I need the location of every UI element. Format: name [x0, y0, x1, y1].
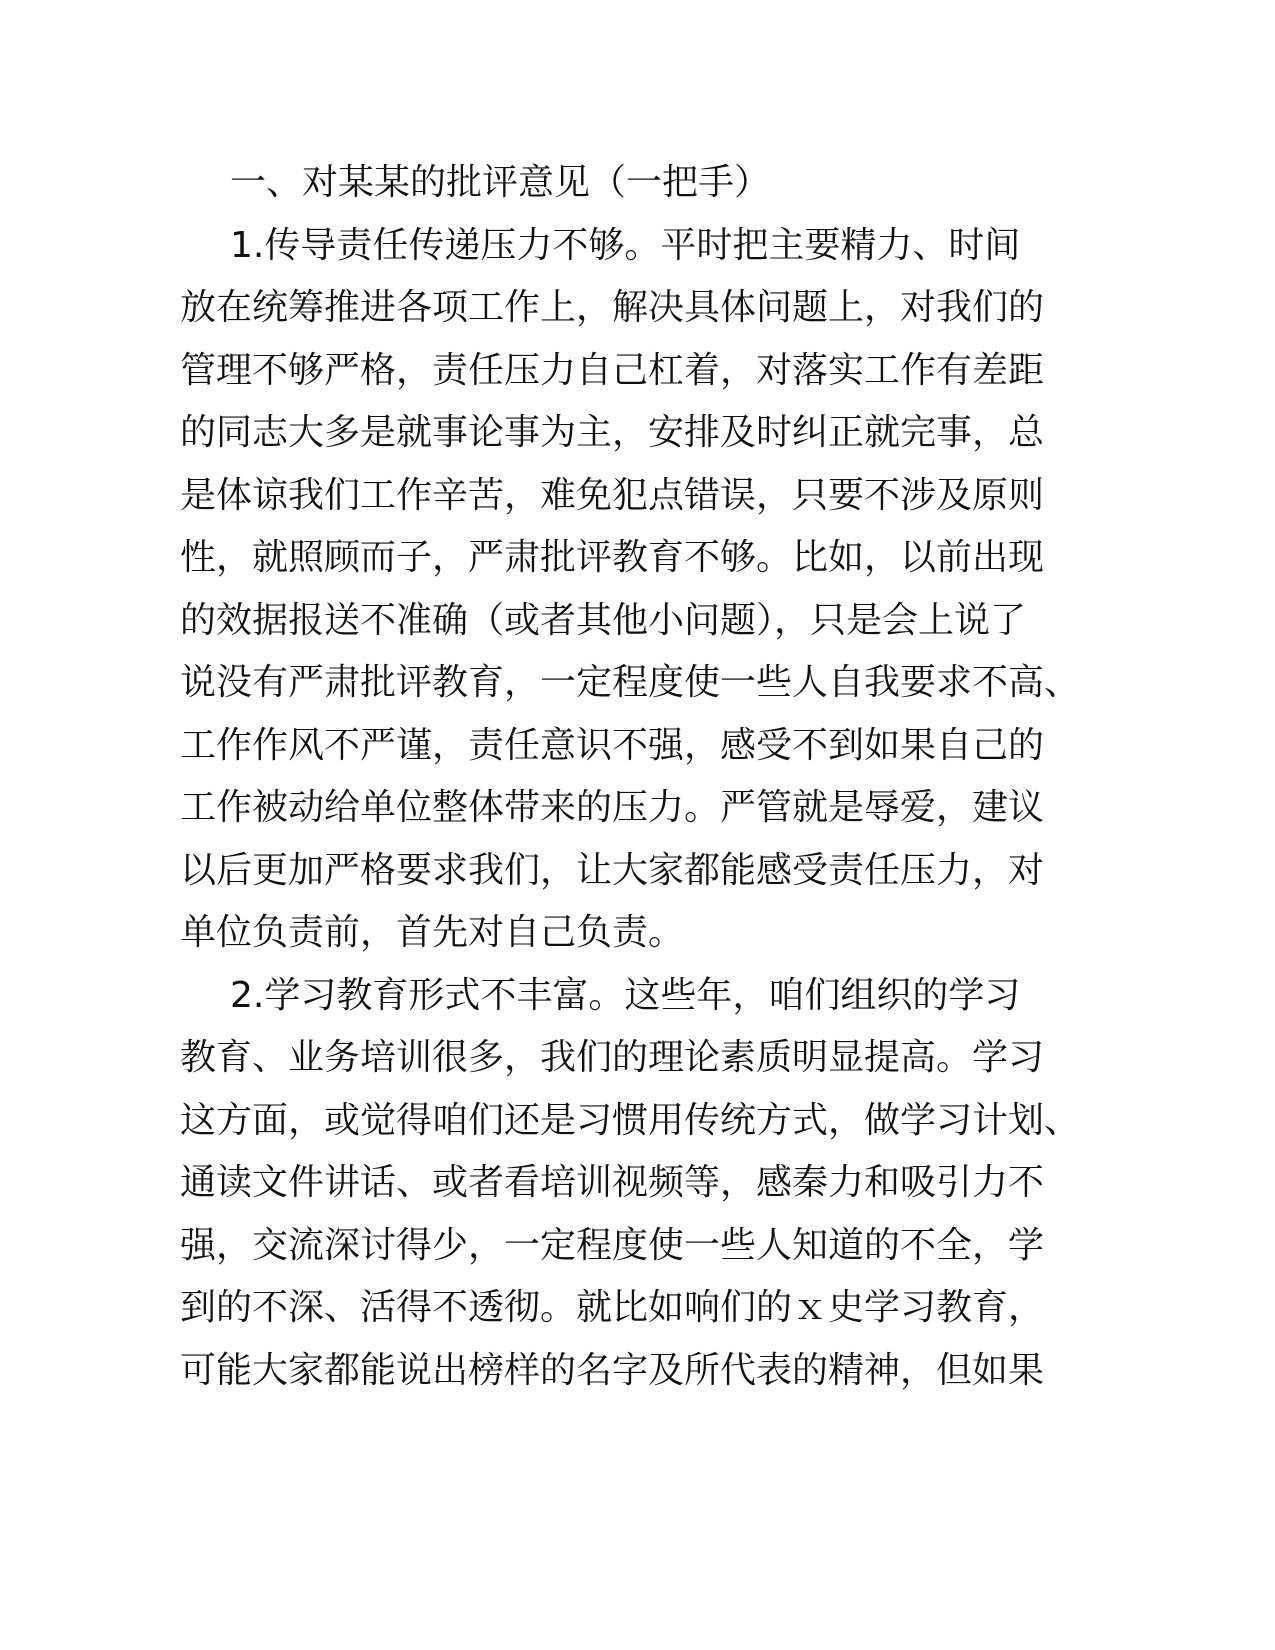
- paragraph-1: [180, 215, 1081, 965]
- paragraph-line: 这方面，或觉得咱们还是习惯用传统方式，做学习计划、: [180, 1099, 1081, 1141]
- paragraph-line: 的同志大多是就事论事为主，安排及时纠正就完事，总: [180, 412, 1045, 453]
- paragraph-line: 2.学习教育形式不丰富。这些年，咱们组织的学习: [230, 974, 1021, 1016]
- paragraph-line: 1.传导责任传递压力不够。平时把主要精力、时间: [230, 224, 1021, 266]
- paragraph-line: 教育、业务培训很多，我们的理论素质明显提高。学习: [180, 1037, 1045, 1078]
- paragraph-line: 性，就照顾而子，严肃批评教育不够。比如，以前出现: [180, 537, 1045, 578]
- paragraph-line: 单位负责前，首先对自己负责。: [180, 912, 685, 953]
- paragraph-line: 的效据报送不准确（或者其他小问题），只是会上说了: [180, 599, 1027, 641]
- paragraph-line: 管理不够严格，责任压力自己杠着，对落实工作有差距: [180, 349, 1045, 391]
- paragraph-line: 是体谅我们工作辛苦，难免犯点错误，只要不涉及原则: [180, 474, 1045, 516]
- paragraph-line: 工作作风不严谨，责任意识不强，感受不到如果自己的: [180, 724, 1045, 766]
- paragraph-line: 可能大家都能说出榜样的名字及所代表的精神，但如果: [180, 1349, 1045, 1391]
- document-body: [180, 152, 1081, 1402]
- paragraph-line: 到的不深、活得不透彻。就比如响们的ｘ史学习教育，: [180, 1287, 1045, 1328]
- paragraph-2: [180, 965, 1081, 1403]
- paragraph-line: 说没有严肃批评教育，一定程度使一些人自我要求不高、: [180, 662, 1081, 703]
- section-heading: 一、对某某的批评意见（一把手）: [230, 162, 771, 203]
- paragraph-line: 通读文件讲话、或者看培训视频等，感秦力和吸引力不: [180, 1162, 1045, 1203]
- paragraph-line: 强，交流深讨得少，一定程度使一些人知道的不全，学: [180, 1224, 1045, 1266]
- paragraph-line: 放在统筹推进各项工作上，解决具体问题上，对我们的: [180, 287, 1045, 328]
- paragraph-line: 以后更加严格要求我们，让大家都能感受责任压力，对: [180, 849, 1045, 891]
- paragraph-line: 工作被动给单位整体带来的压力。严管就是辱爱，建议: [180, 787, 1045, 828]
